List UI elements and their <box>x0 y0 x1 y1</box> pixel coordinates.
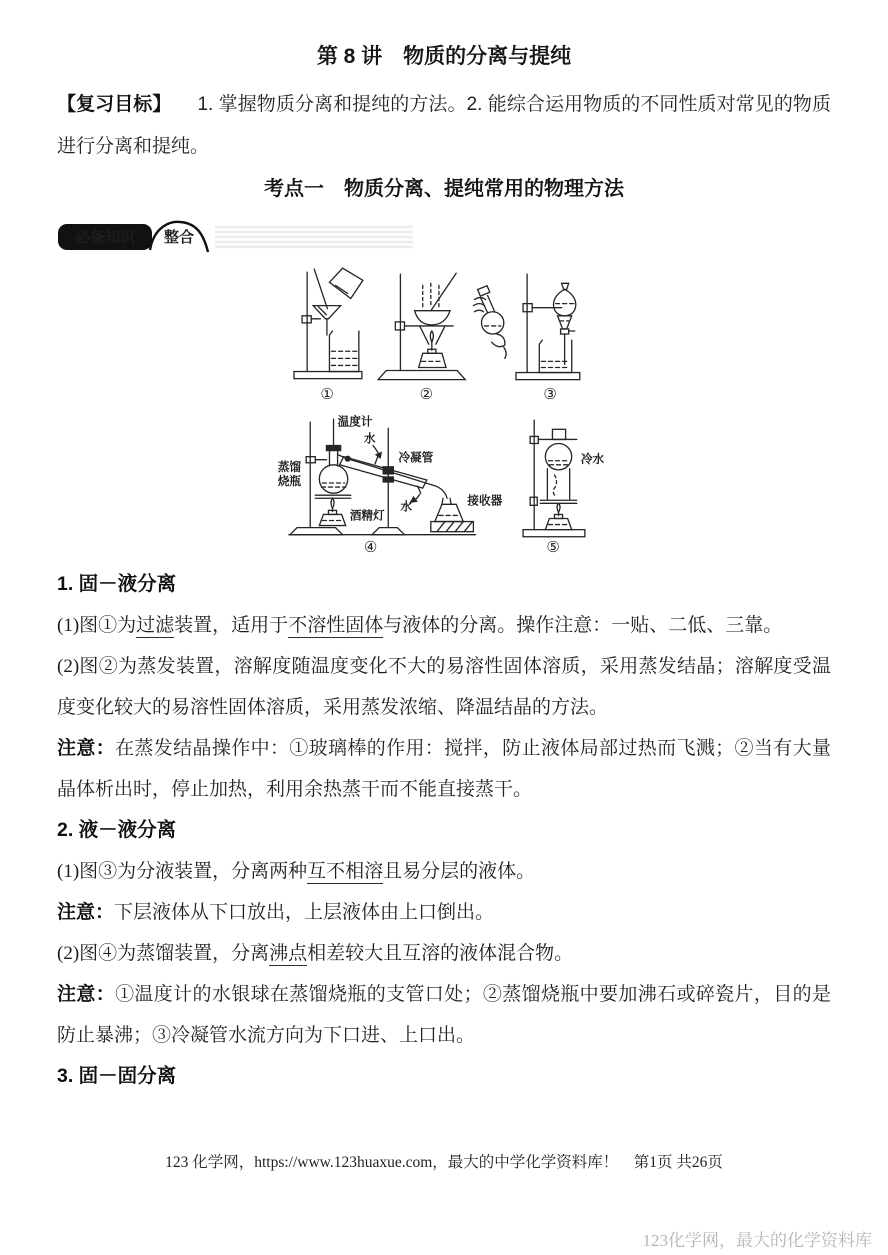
distill-flask-label-2: 烧瓶 <box>277 475 302 489</box>
evaporation-apparatus <box>378 273 465 379</box>
content-paragraphs <box>57 564 831 1097</box>
figure-number-2: ② <box>419 385 434 403</box>
note-label: 注意： <box>57 902 115 923</box>
note-label: 注意： <box>57 738 116 759</box>
heading-solid-solid: 3. 固－固分离 <box>57 1065 177 1087</box>
separating-funnel-apparatus <box>473 274 579 379</box>
thermometer-label: 温度计 <box>337 415 373 429</box>
objective-label: 【复习目标】 <box>57 94 172 115</box>
heading-solid-liquid: 1. 固－液分离 <box>57 573 177 595</box>
figure-row-2 <box>276 406 612 556</box>
figure-number-5: ⑤ <box>546 538 560 556</box>
note-label: 注意： <box>57 984 116 1005</box>
badge-secondary-label: 整合 <box>163 229 195 246</box>
note-evaporation: 注意：在蒸发结晶操作中：①玻璃棒的作用：搅拌，防止液体局部过热而飞溅；②当有大量晶体析出时，停止加热，利用余热蒸干而不能直接蒸干。 <box>57 738 831 800</box>
note-separating-funnel: 注意：下层液体从下口放出，上层液体由上口倒出。 <box>57 902 495 923</box>
figure-number-1: ① <box>320 385 334 403</box>
water-out-label: 水 <box>400 500 413 514</box>
badge-graphic <box>57 218 477 256</box>
watermark-text: 123化学网，最大的化学资料库 <box>642 1231 872 1250</box>
receiver-label: 接收器 <box>467 494 503 508</box>
para-filtration: (1)图①为过滤装置，适用于不溶性固体与液体的分离。操作注意：一贴、二低、三靠。 <box>57 615 783 636</box>
knowledge-badge <box>57 218 831 256</box>
badge-primary-label: 必备知识 <box>74 229 136 246</box>
note-distillation: 注意：①温度计的水银球在蒸馏烧瓶的支管口处；②蒸馏烧瓶中要加沸石或碎瓷片，目的是防止暴沸；③冷凝管水流方向为下口进、上口出。 <box>57 984 831 1046</box>
footer-line: 123 化学网，https://www.123huaxue.com，最大的中学化学资料库！ 第1页 共26页 <box>165 1154 723 1171</box>
cold-water-apparatus <box>523 420 585 537</box>
cold-water-label: 冷水 <box>580 452 605 466</box>
para-distillation: (2)图④为蒸馏装置，分离沸点相差较大且互溶的液体混合物。 <box>57 943 574 964</box>
figure-row-1 <box>276 258 612 406</box>
figure-number-4: ④ <box>363 538 378 556</box>
apparatus-figures <box>276 258 612 556</box>
condenser-label: 冷凝管 <box>398 451 434 465</box>
alcohol-lamp-label: 酒精灯 <box>349 509 385 523</box>
page-title: 第 8 讲 物质的分离与提纯 <box>316 45 572 68</box>
para-evaporation: (2)图②为蒸发装置，溶解度随温度变化不大的易溶性固体溶质，采用蒸发结晶；溶解度受温度变化较大的易溶性固体溶质，采用蒸发浓缩、降温结晶的方法。 <box>57 656 831 718</box>
filtration-apparatus <box>294 268 363 378</box>
heading-liquid-liquid: 2. 液－液分离 <box>57 819 177 841</box>
section-heading: 考点一 物质分离、提纯常用的物理方法 <box>264 178 624 200</box>
badge-stripes <box>215 227 413 247</box>
objective-text: 1. 掌握物质分离和提纯的方法。2. 能综合运用物质的不同性质对常见的物质进行分离和提纯。 <box>57 94 831 157</box>
figure-number-3: ③ <box>543 385 557 403</box>
water-in-label: 水 <box>363 432 376 446</box>
para-separating-funnel: (1)图③为分液装置，分离两种互不相溶且易分层的液体。 <box>57 861 536 882</box>
distill-flask-label-1: 蒸馏 <box>277 460 302 474</box>
review-objective <box>57 84 831 168</box>
